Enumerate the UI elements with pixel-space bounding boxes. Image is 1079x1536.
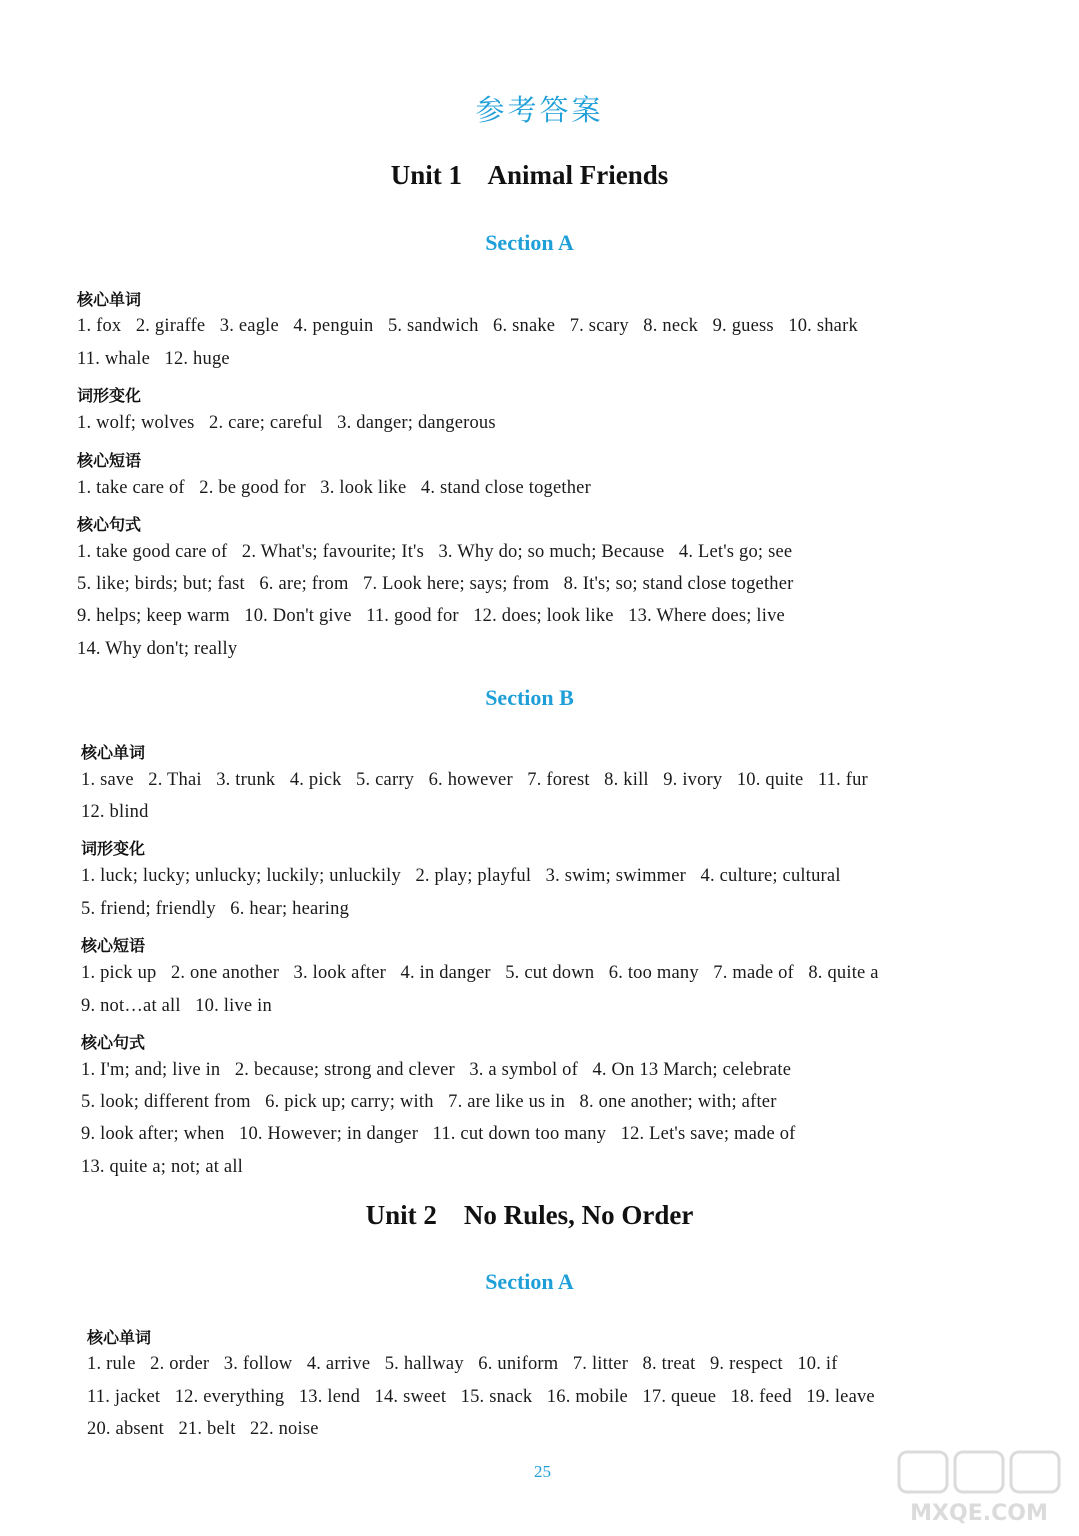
- answer-line: 5. friend; friendly 6. hear; hearing: [81, 899, 350, 919]
- answer-line: 1. luck; lucky; unlucky; luckily; unluckily 2. play; playful 3. swim; swimmer 4. culture; cultural: [81, 866, 841, 886]
- answer-line: 9. helps; keep warm 10. Don't give 11. good for 12. does; look like 13. Where does; live: [77, 606, 785, 626]
- answer-line: 1. save 2. Thai 3. trunk 4. pick 5. carry 6. however 7. forest 8. kill 9. ivory 10. quite 11. fur: [81, 770, 868, 790]
- core-vocab-heading: 核心单词: [77, 290, 142, 309]
- unit-1-section-a-title: Section A: [485, 230, 574, 255]
- page-title: 参考答案: [475, 93, 604, 127]
- answer-line: 11. whale 12. huge: [77, 349, 230, 369]
- answer-line: 12. blind: [81, 802, 149, 822]
- watermark-text: MXQE.COM: [910, 1501, 1048, 1526]
- core-sentences-heading: 核心句式: [77, 515, 142, 534]
- answer-line: 20. absent 21. belt 22. noise: [87, 1419, 319, 1439]
- answer-line: 5. look; different from 6. pick up; carry; with 7. are like us in 8. one another; with; after: [81, 1092, 777, 1112]
- watermark-logo-icon: [889, 1448, 1069, 1528]
- answer-line: 1. wolf; wolves 2. care; careful 3. danger; dangerous: [77, 413, 496, 433]
- core-phrases-heading: 核心短语: [81, 936, 146, 955]
- answer-line: 9. look after; when 10. However; in danger 11. cut down too many 12. Let's save; made of: [81, 1124, 796, 1144]
- core-phrases-heading: 核心短语: [77, 451, 142, 470]
- core-vocab-heading: 核心单词: [81, 743, 146, 762]
- answer-line: 1. rule 2. order 3. follow 4. arrive 5. hallway 6. uniform 7. litter 8. treat 9. respect 10. if: [87, 1354, 838, 1374]
- answer-line: 9. not…at all 10. live in: [81, 996, 272, 1016]
- core-vocab-heading: 核心单词: [87, 1328, 152, 1347]
- answer-line: 1. I'm; and; live in 2. because; strong and clever 3. a symbol of 4. On 13 March; celebrate: [81, 1060, 792, 1080]
- answer-line: 1. fox 2. giraffe 3. eagle 4. penguin 5. sandwich 6. snake 7. scary 8. neck 9. guess 10. shark: [77, 316, 858, 336]
- answer-line: 1. take good care of 2. What's; favourite; It's 3. Why do; so much; Because 4. Let's go; see: [77, 542, 793, 562]
- answer-line: 1. take care of 2. be good for 3. look like 4. stand close together: [77, 478, 591, 498]
- unit-2-section-a-title: Section A: [485, 1269, 574, 1294]
- page-number: 25: [534, 1462, 551, 1481]
- word-forms-heading: 词形变化: [81, 839, 146, 858]
- answer-line: 14. Why don't; really: [77, 639, 238, 659]
- answer-line: 13. quite a; not; at all: [81, 1157, 244, 1177]
- word-forms-heading: 词形变化: [77, 386, 142, 405]
- answer-line: 5. like; birds; but; fast 6. are; from 7. Look here; says; from 8. It's; so; stand close together: [77, 574, 794, 594]
- answer-line: 11. jacket 12. everything 13. lend 14. sweet 15. snack 16. mobile 17. queue 18. feed 19. leave: [87, 1387, 875, 1407]
- unit-2-title: Unit 2 No Rules, No Order: [365, 1200, 694, 1230]
- answer-line: 1. pick up 2. one another 3. look after 4. in danger 5. cut down 6. too many 7. made of 8. quite a: [81, 963, 879, 983]
- unit-1-title: Unit 1 Animal Friends: [390, 160, 669, 190]
- core-sentences-heading: 核心句式: [81, 1033, 146, 1052]
- unit-1-section-b-title: Section B: [485, 685, 574, 710]
